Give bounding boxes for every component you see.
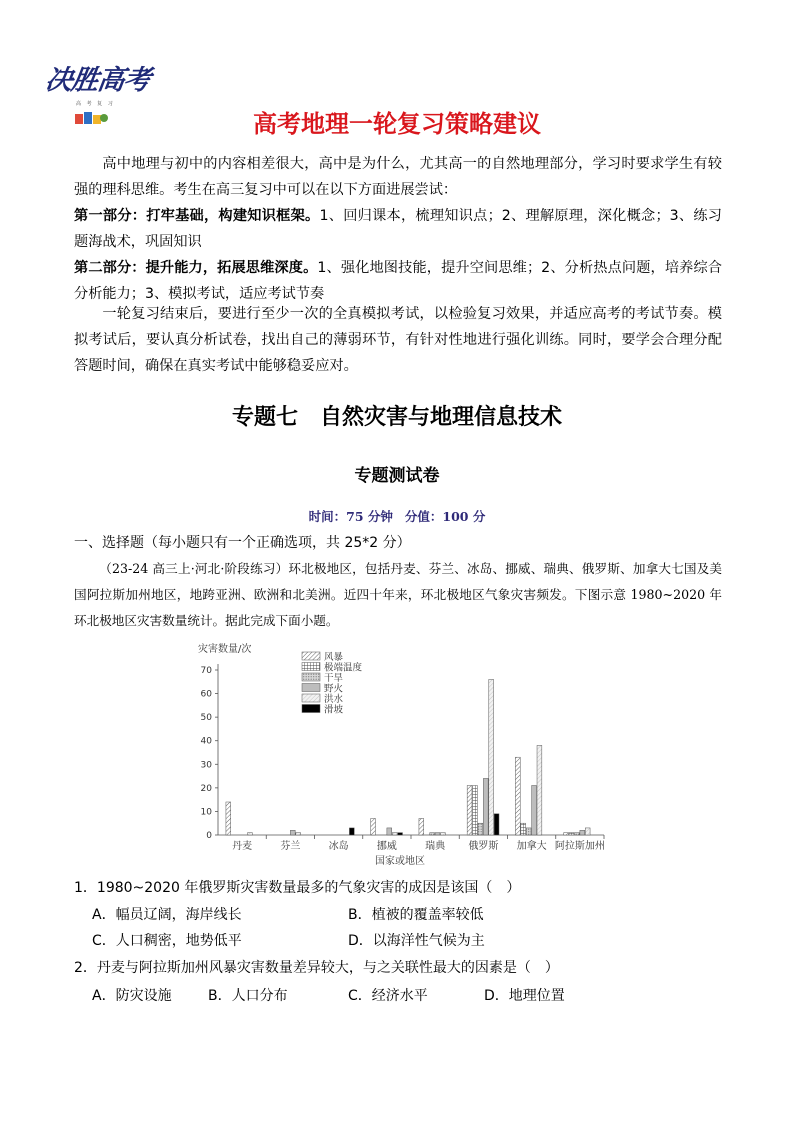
q1-option-a[interactable]: A．幅员辽阔，海岸线长 — [92, 907, 242, 923]
q2-option-c[interactable]: C．经济水平 — [348, 988, 428, 1004]
y-tick-label: 50 — [200, 713, 212, 724]
y-axis-label: 灾害数量/次 — [198, 644, 252, 655]
intro-paragraph-1: 高中地理与初中的内容相差很大，高中是为什么，尤其高一的自然地理部分，学习时要求学生有较强的理科思维。考生在高三复习中可以在以下方面进展尝试： — [74, 156, 722, 198]
legend-swatch-洪水 — [302, 694, 320, 702]
y-tick-label: 40 — [200, 736, 212, 747]
q1-option-b[interactable]: B．植被的覆盖率较低 — [348, 907, 484, 923]
legend-swatch-干旱 — [302, 673, 320, 681]
bar-洪水-阿拉斯加州 — [585, 828, 590, 835]
bar-洪水-加拿大 — [537, 745, 542, 835]
y-tick-label: 20 — [200, 783, 212, 794]
section-name: 自然灾害与地理信息技术 — [320, 405, 563, 430]
bar-野火-阿拉斯加州 — [580, 830, 585, 835]
x-tick-label: 加拿大 — [516, 841, 547, 852]
legend-swatch-极端温度 — [302, 663, 320, 671]
section-number: 专题七 — [231, 405, 298, 430]
bar-极端温度-俄罗斯 — [473, 786, 478, 836]
q1-option-d[interactable]: D．以海洋性气候为主 — [348, 933, 485, 949]
x-axis-label: 国家或地区 — [375, 856, 425, 867]
bar-洪水-挪威 — [392, 833, 397, 835]
x-tick-label: 挪威 — [376, 841, 397, 852]
bar-滑坡-俄罗斯 — [494, 814, 499, 835]
x-tick-label: 芬兰 — [280, 841, 301, 852]
intro-paragraph-2: 一轮复习结束后，要进行至少一次的全真模拟考试，以检验复习效果，并适应高考的考试节奏。模拟考试后，要认真分析试卷，找出自己的薄弱环节，有针对性地进行强化训练。同时，要学会合理分配答题时间，确保在真实考试中能够稳妥应对。 — [74, 306, 722, 374]
bar-风暴-瑞典 — [419, 819, 424, 836]
bar-野火-加拿大 — [532, 786, 537, 836]
y-tick-label: 10 — [200, 807, 212, 818]
q2-option-d[interactable]: D．地理位置 — [484, 988, 565, 1004]
bar-野火-瑞典 — [435, 833, 440, 835]
bar-风暴-加拿大 — [515, 757, 520, 835]
legend-label: 极端温度 — [324, 662, 363, 674]
x-tick-label: 阿拉斯加州 — [554, 841, 605, 852]
bar-风暴-俄罗斯 — [467, 786, 472, 836]
x-tick-label: 冰岛 — [328, 841, 349, 852]
bar-洪水-丹麦 — [248, 833, 253, 835]
bar-风暴-阿拉斯加州 — [564, 833, 569, 835]
y-tick-label: 30 — [200, 760, 212, 771]
question-1-stem: 1．1980~2020 年俄罗斯灾害数量最多的气象灾害的成因是该国（ ） — [74, 880, 521, 896]
x-tick-label: 瑞典 — [425, 841, 446, 852]
logo-subtitle: 高 考 复 习 — [76, 101, 115, 107]
question-2-stem: 2．丹麦与阿拉斯加州风暴灾害数量差异较大，与之关联性最大的因素是（ ） — [74, 960, 559, 976]
bar-干旱-阿拉斯加州 — [574, 833, 579, 835]
intro-part-2 — [74, 255, 722, 307]
bar-野火-芬兰 — [290, 830, 295, 835]
exam-subtitle: 专题测试卷 — [354, 466, 440, 486]
x-tick-label: 俄罗斯 — [468, 841, 499, 852]
bar-洪水-瑞典 — [441, 833, 446, 835]
bar-干旱-瑞典 — [430, 833, 435, 835]
logo-text: 决胜高考 — [43, 65, 152, 96]
bar-风暴-丹麦 — [226, 802, 231, 835]
bar-干旱-加拿大 — [526, 828, 531, 835]
q2-option-b[interactable]: B．人口分布 — [208, 988, 288, 1004]
legend-label: 风暴 — [324, 652, 344, 663]
bar-野火-俄罗斯 — [483, 778, 488, 835]
section-title — [0, 400, 794, 431]
page-title: 高考地理一轮复习策略建议 — [253, 110, 541, 138]
legend-label: 洪水 — [324, 694, 344, 705]
bar-极端温度-阿拉斯加州 — [569, 833, 574, 835]
legend-swatch-风暴 — [302, 652, 320, 660]
bar-洪水-芬兰 — [296, 833, 301, 835]
bar-野火-挪威 — [387, 828, 392, 835]
legend-swatch-野火 — [302, 684, 320, 692]
bar-滑坡-挪威 — [398, 833, 403, 835]
y-tick-label: 60 — [200, 689, 212, 700]
legend-label: 滑坡 — [324, 704, 344, 716]
bar-滑坡-冰岛 — [349, 828, 354, 835]
legend-label: 野火 — [324, 683, 344, 695]
question-stem: （23-24 高三上·河北·阶段练习）环北极地区，包括丹麦、芬兰、冰岛、挪威、瑞典、俄罗斯、加拿大七国及美国阿拉斯加州地区，地跨亚洲、欧洲和北美洲。近四十年来，环北极地区气象灾害频发。下图示意 1980~2020 年环北极地区灾害数量统计。据此完成下面小题。 — [74, 561, 722, 628]
part-1-label: 第一部分：打牢基础，构建知识框架。 — [74, 208, 320, 224]
legend-swatch-滑坡 — [302, 705, 320, 713]
exam-time: 时间：75 分钟 — [308, 509, 393, 524]
exam-info — [0, 507, 794, 525]
part-2-text: 1、强化地图技能，提升空间思维；2、分析热点问题，培养综合分析能力；3、模拟考试，适应考试节奏 — [74, 260, 722, 302]
y-tick-label: 0 — [206, 831, 212, 841]
y-tick-label: 70 — [200, 666, 212, 676]
q1-option-c[interactable]: C．人口稠密，地势低平 — [92, 933, 242, 949]
bar-极端温度-加拿大 — [521, 823, 526, 835]
bar-洪水-俄罗斯 — [489, 679, 494, 835]
intro-part-1 — [74, 203, 722, 255]
x-tick-label: 丹麦 — [232, 841, 253, 852]
part-1-text: 1、回归课本，梳理知识点；2、理解原理，深化概念；3、练习题海战术，巩固知识 — [74, 208, 722, 250]
q2-option-a[interactable]: A．防灾设施 — [92, 988, 172, 1004]
disaster-bar-chart — [190, 638, 610, 870]
bar-干旱-俄罗斯 — [478, 823, 483, 835]
bar-风暴-挪威 — [371, 819, 376, 836]
exam-score: 分值：100 分 — [404, 509, 486, 524]
choice-section-header: 一、选择题（每小题只有一个正确选项，共 25*2 分） — [74, 535, 411, 551]
legend-label: 干旱 — [324, 673, 344, 684]
part-2-label: 第二部分：提升能力，拓展思维深度。 — [74, 260, 318, 276]
